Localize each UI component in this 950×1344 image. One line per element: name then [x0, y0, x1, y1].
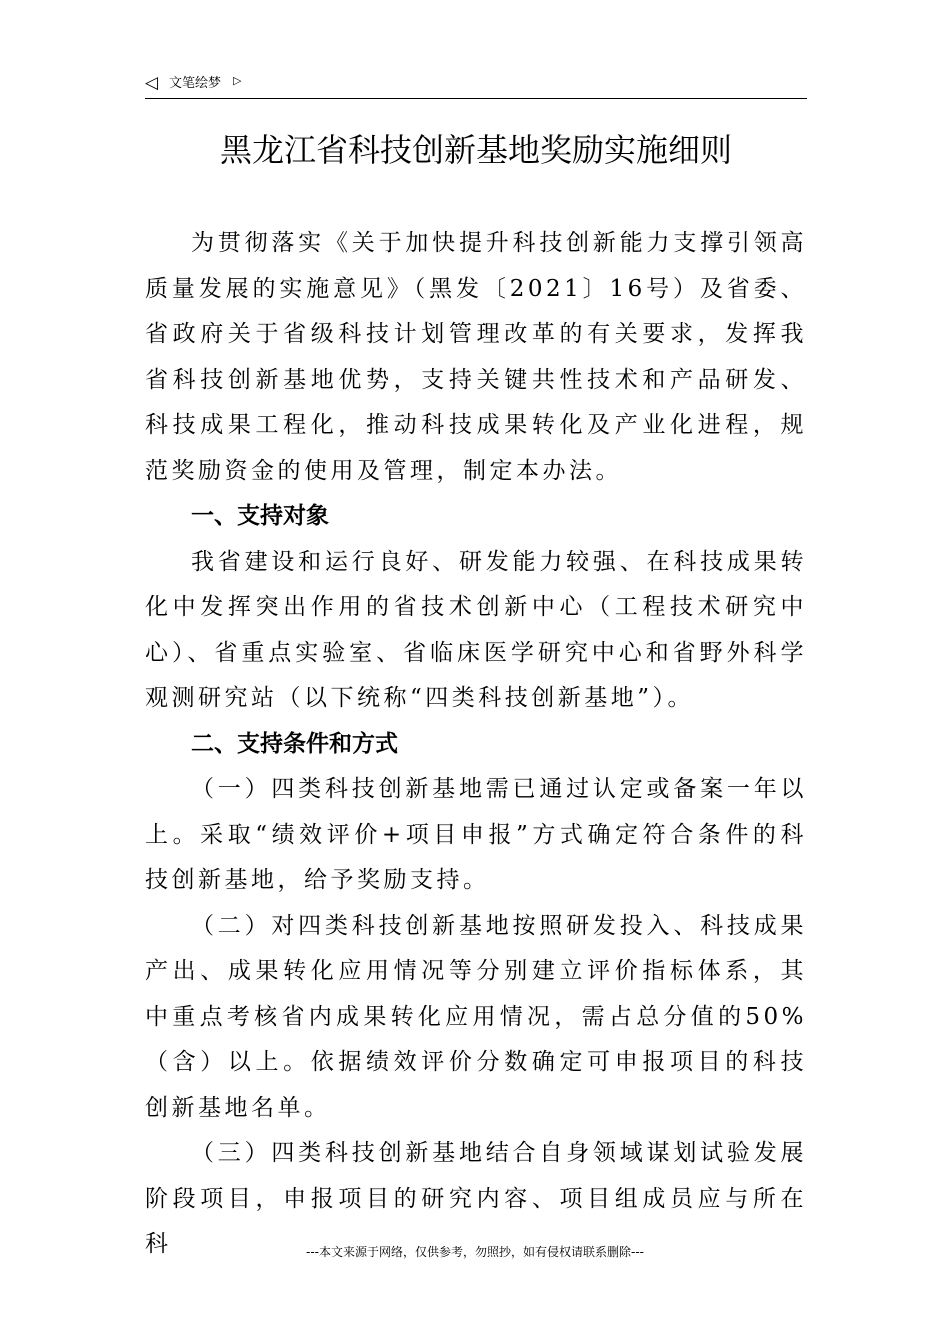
document-body — [145, 221, 807, 1268]
section-1-paragraph: 我省建设和运行良好、研发能力较强、在科技成果转化中发挥突出作用的省技术创新中心（工程技术研究中心）、省重点实验室、省临床医学研究中心和省野外科学观测研究站（以下统称“四类科技创新基地”）。 — [145, 548, 807, 711]
section-2-item-2: （二）对四类科技创新基地按照研发投入、科技成果产出、成果转化应用情况等分别建立评价指标体系，其中重点考核省内成果转化应用情况，需占总分值的50%（含）以上。依据绩效评价分数确定可申报项目的科技创新基地名单。 — [145, 912, 807, 1121]
section-2-heading: 二、支持条件和方式 — [191, 730, 398, 757]
intro-paragraph: 为贯彻落实《关于加快提升科技创新能力支撑引领高质量发展的实施意见》（黑发〔2021〕16号）及省委、省政府关于省级科技计划管理改革的有关要求，发挥我省科技创新基地优势，支持关键共性技术和产品研发、科技成果工程化，推动科技成果转化及产业化进程，规范奖励资金的使用及管理，制定本办法。 — [145, 230, 807, 484]
page-footer-disclaimer: ---本文来源于网络，仅供参考，勿照抄，如有侵权请联系删除--- — [306, 1245, 644, 1259]
section-1-heading: 一、支持对象 — [191, 503, 329, 529]
document-title: 黑龙江省科技创新基地奖励实施细则 — [219, 131, 732, 169]
triangle-left-icon: ◁ — [145, 73, 159, 93]
header-brand: 文笔绘梦 — [169, 76, 222, 91]
page-header — [145, 72, 807, 99]
triangle-right-icon: ▷ — [233, 74, 242, 87]
section-2-item-3: （三）四类科技创新基地结合自身领域谋划试验发展阶段项目，申报项目的研究内容、项目组成员应与所在科 — [145, 1140, 807, 1257]
section-2-item-1: （一）四类科技创新基地需已通过认定或备案一年以上。采取“绩效评价+项目申报”方式确定符合条件的科技创新基地，给予奖励支持。 — [145, 776, 807, 893]
